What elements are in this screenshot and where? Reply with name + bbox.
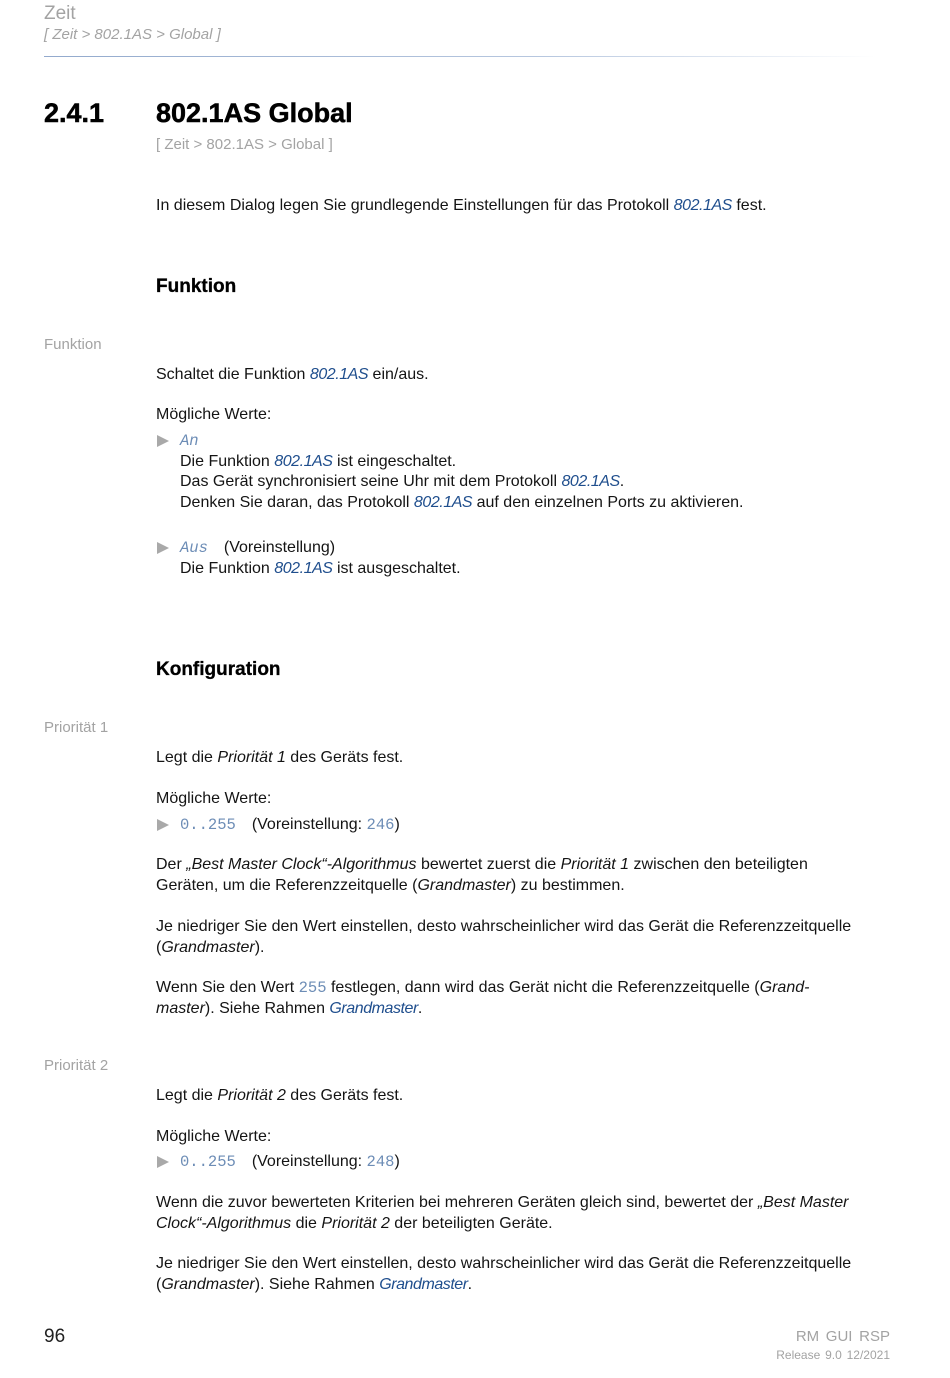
bullet-triangle-icon (157, 1156, 169, 1168)
bullet-triangle-icon (157, 819, 169, 831)
inline-value: 255 (298, 979, 327, 997)
default-note (252, 1153, 400, 1170)
text-line (156, 365, 429, 386)
emphasis-text: Grandmaster (417, 876, 511, 894)
page-number: 96 (44, 1326, 66, 1347)
text-line (156, 1086, 403, 1107)
protocol-link[interactable]: 802.1AS (413, 493, 473, 511)
protocol-link[interactable]: 802.1AS (274, 559, 333, 577)
body-text: ( (156, 1275, 162, 1293)
protocol-link[interactable]: 802.1AS (673, 197, 732, 214)
option-value: An (180, 432, 199, 450)
body-text: ist eingeschaltet. (332, 452, 457, 470)
section-number: 2.4.1 (44, 98, 105, 128)
body-text: ( (156, 938, 162, 956)
priority-2-paragraph-2 (156, 1254, 851, 1295)
text-line (156, 452, 743, 473)
body-text: bewertet zuerst die (416, 856, 561, 873)
footer-release: Release 9.0 12/2021 (776, 1348, 890, 1362)
priority-2-values-label: Mögliche Werte: (156, 1128, 272, 1145)
text-line (156, 493, 743, 514)
emphasis-text: „Best Master (757, 1194, 849, 1211)
body-text: zwischen den beteiligten (629, 856, 808, 873)
option-value-line (156, 815, 400, 836)
priority-1-paragraph-1 (156, 855, 808, 896)
running-header-breadcrumb: [ Zeit > 802.1AS > Global ] (44, 26, 221, 43)
text-line (156, 748, 403, 769)
margin-label-priority-2: Priorität 2 (44, 1057, 109, 1074)
default-value: 248 (366, 1153, 395, 1171)
body-text: ). (254, 938, 265, 956)
body-text: festlegen, dann wird das Gerät nicht die Referenzzeitquelle ( (326, 979, 760, 996)
text-line (156, 1193, 849, 1214)
bullet-triangle-icon (157, 542, 169, 554)
grandmaster-link[interactable]: Grandmaster (379, 1275, 468, 1293)
body-text: Die Funktion (180, 452, 275, 470)
text-line (156, 1275, 851, 1296)
body-text: (Voreinstellung: (251, 816, 367, 833)
priority-1-range (156, 815, 400, 836)
text-line (156, 999, 809, 1020)
body-text: Je niedriger Sie den Wert einstellen, desto wahrscheinlicher wird das Gerät die Referenzzeitquelle (156, 1255, 852, 1272)
option-value-line (156, 538, 461, 559)
footer-product: RM GUI RSP (795, 1328, 890, 1345)
emphasis-text: Priorität 1 (217, 749, 286, 766)
section-title: 802.1AS Global (156, 98, 353, 128)
body-text: In diesem Dialog legen Sie grundlegende Einstellungen für das Protokoll (156, 197, 674, 214)
priority-2-description (156, 1086, 403, 1107)
body-text: ) zu bestimmen. (510, 876, 625, 894)
default-note (252, 816, 400, 833)
text-line (156, 876, 808, 897)
body-text: Das Gerät synchronisiert seine Uhr mit dem Protokoll (180, 473, 562, 490)
text-line (156, 978, 809, 999)
bullet-triangle-icon (157, 435, 169, 447)
funktion-values-label: Mögliche Werte: (156, 406, 272, 423)
text-line (156, 855, 808, 876)
subheading-konfiguration: Konfiguration (156, 659, 281, 680)
text-line (156, 917, 851, 938)
emphasis-text: Clock“-Algorithmus (156, 1214, 292, 1232)
running-header-chapter: Zeit (44, 3, 76, 24)
option-an (156, 431, 743, 513)
text-line (156, 938, 851, 959)
body-text: Die Funktion (180, 559, 275, 577)
body-text: des Geräts fest. (285, 1087, 404, 1104)
priority-1-paragraph-2 (156, 917, 851, 958)
text-line (156, 559, 461, 580)
emphasis-text: Grandmaster (161, 938, 255, 956)
intro-paragraph (156, 196, 767, 217)
body-text: Denken Sie daran, das Protokoll (180, 493, 414, 511)
emphasis-text: Grand- (759, 979, 810, 996)
body-text: Legt die (156, 1087, 218, 1104)
body-text: Wenn die zuvor bewerteten Kriterien bei mehreren Geräten gleich sind, bewertet der (156, 1194, 758, 1211)
margin-label-priority-1: Priorität 1 (44, 719, 109, 736)
body-text: die (291, 1214, 322, 1232)
body-text: ). Siehe Rahmen (204, 999, 330, 1017)
body-text: fest. (731, 197, 767, 214)
emphasis-text: Priorität 2 (217, 1087, 286, 1104)
body-text: ist ausgeschaltet. (332, 559, 461, 577)
body-text: Wenn Sie den Wert (156, 979, 299, 996)
emphasis-text: Priorität 2 (321, 1214, 390, 1232)
body-text: Legt die (156, 749, 218, 766)
body-text: . (619, 473, 625, 490)
emphasis-text: Grandmaster (161, 1275, 255, 1293)
option-value: Aus (180, 539, 208, 557)
body-text: Je niedriger Sie den Wert einstellen, desto wahrscheinlicher wird das Gerät die Referenzzeitquelle (156, 918, 852, 935)
body-text: ). Siehe Rahmen (254, 1275, 380, 1293)
emphasis-text: master (156, 999, 205, 1017)
priority-2-range (156, 1152, 400, 1173)
text-line (156, 196, 767, 217)
body-text: . (417, 999, 423, 1017)
priority-1-description (156, 748, 403, 769)
section-breadcrumb: [ Zeit > 802.1AS > Global ] (156, 136, 333, 153)
protocol-link[interactable]: 802.1AS (309, 366, 369, 383)
text-line (156, 1254, 851, 1275)
priority-1-values-label: Mögliche Werte: (156, 790, 272, 807)
subheading-funktion: Funktion (156, 276, 237, 297)
range-value: 0..255 (180, 1153, 236, 1171)
emphasis-text: Priorität 1 (560, 856, 630, 873)
range-value: 0..255 (180, 816, 236, 834)
protocol-link[interactable]: 802.1AS (274, 452, 333, 470)
emphasis-text: „Best Master Clock“-Algorithmus (186, 856, 417, 873)
body-text: . (467, 1275, 473, 1293)
option-value-line (156, 1152, 400, 1173)
body-text: ) (394, 816, 400, 833)
text-line (156, 472, 743, 493)
body-text: Schaltet die Funktion (156, 366, 310, 383)
priority-1-paragraph-3 (156, 978, 809, 1019)
body-text: auf den einzelnen Ports zu aktivieren. (472, 493, 744, 511)
option-value-line (156, 431, 743, 452)
grandmaster-link[interactable]: Grandmaster (329, 999, 418, 1017)
priority-2-paragraph-1 (156, 1193, 849, 1234)
body-text: Der (156, 856, 187, 873)
funktion-description (156, 365, 429, 386)
default-value: 246 (366, 816, 395, 834)
option-aus (156, 538, 461, 579)
protocol-link[interactable]: 802.1AS (561, 473, 620, 490)
body-text: Geräten, um die Referenzzeitquelle ( (156, 876, 418, 894)
body-text: (Voreinstellung: (251, 1153, 367, 1170)
body-text: des Geräts fest. (285, 749, 404, 766)
default-note: (Voreinstellung) (223, 539, 336, 556)
body-text: ) (394, 1153, 400, 1170)
text-line (156, 1214, 849, 1235)
body-text: ein/aus. (368, 366, 429, 383)
body-text: der beteiligten Geräte. (389, 1214, 553, 1232)
header-rule (44, 56, 876, 57)
margin-label-funktion: Funktion (44, 336, 102, 353)
